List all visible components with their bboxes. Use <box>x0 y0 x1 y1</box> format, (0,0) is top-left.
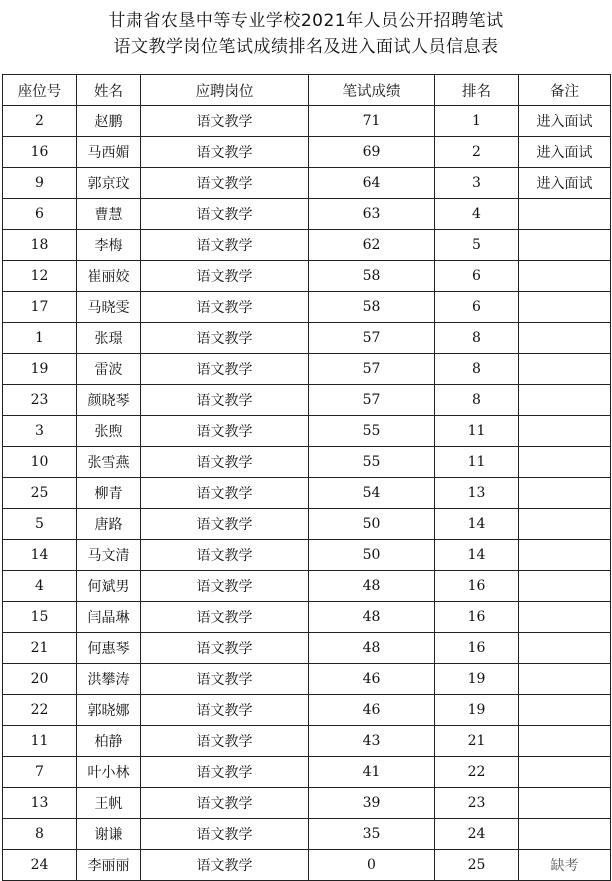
cell-score: 50 <box>309 509 435 540</box>
cell-seat: 4 <box>3 571 77 602</box>
table-row <box>3 664 611 695</box>
cell-score: 35 <box>309 819 435 850</box>
cell-seat: 12 <box>3 261 77 292</box>
cell-position: 语文教学 <box>141 292 309 323</box>
cell-score: 55 <box>309 447 435 478</box>
cell-seat: 17 <box>3 292 77 323</box>
cell-rank: 19 <box>435 664 519 695</box>
cell-position: 语文教学 <box>141 571 309 602</box>
cell-score: 57 <box>309 354 435 385</box>
cell-position: 语文教学 <box>141 819 309 850</box>
cell-position: 语文教学 <box>141 416 309 447</box>
table-row <box>3 385 611 416</box>
cell-name: 叶小林 <box>77 757 141 788</box>
cell-name: 柏静 <box>77 726 141 757</box>
cell-rank: 24 <box>435 819 519 850</box>
table-row <box>3 416 611 447</box>
cell-score: 39 <box>309 788 435 819</box>
table-row <box>3 230 611 261</box>
cell-rank: 11 <box>435 416 519 447</box>
cell-seat: 25 <box>3 478 77 509</box>
cell-position: 语文教学 <box>141 664 309 695</box>
cell-score: 46 <box>309 695 435 726</box>
cell-name: 郭京玟 <box>77 168 141 199</box>
cell-seat: 21 <box>3 633 77 664</box>
cell-name: 柳青 <box>77 478 141 509</box>
cell-name: 马晓雯 <box>77 292 141 323</box>
cell-rank: 11 <box>435 447 519 478</box>
cell-note <box>519 261 611 292</box>
cell-note <box>519 664 611 695</box>
cell-name: 何斌男 <box>77 571 141 602</box>
cell-rank: 16 <box>435 602 519 633</box>
table-row <box>3 850 611 881</box>
cell-score: 55 <box>309 416 435 447</box>
table-row <box>3 354 611 385</box>
cell-rank: 8 <box>435 323 519 354</box>
cell-position: 语文教学 <box>141 788 309 819</box>
cell-name: 洪攀涛 <box>77 664 141 695</box>
header-rank: 排名 <box>435 75 519 106</box>
cell-seat: 2 <box>3 106 77 137</box>
cell-note <box>519 540 611 571</box>
table-row <box>3 819 611 850</box>
cell-note: 进入面试 <box>519 137 611 168</box>
cell-position: 语文教学 <box>141 323 309 354</box>
cell-score: 50 <box>309 540 435 571</box>
cell-rank: 14 <box>435 540 519 571</box>
table-row <box>3 633 611 664</box>
cell-position: 语文教学 <box>141 261 309 292</box>
cell-rank: 21 <box>435 726 519 757</box>
score-table <box>2 74 611 881</box>
cell-note <box>519 447 611 478</box>
table-row <box>3 602 611 633</box>
cell-seat: 11 <box>3 726 77 757</box>
cell-score: 54 <box>309 478 435 509</box>
cell-position: 语文教学 <box>141 757 309 788</box>
cell-score: 64 <box>309 168 435 199</box>
cell-seat: 3 <box>3 416 77 447</box>
cell-seat: 7 <box>3 757 77 788</box>
cell-name: 张璟 <box>77 323 141 354</box>
title-line-1: 甘肃省农垦中等专业学校2021年人员公开招聘笔试 <box>108 11 504 31</box>
table-row <box>3 323 611 354</box>
cell-position: 语文教学 <box>141 540 309 571</box>
cell-seat: 23 <box>3 385 77 416</box>
cell-rank: 8 <box>435 385 519 416</box>
cell-note <box>519 602 611 633</box>
cell-position: 语文教学 <box>141 199 309 230</box>
cell-note <box>519 726 611 757</box>
cell-position: 语文教学 <box>141 695 309 726</box>
table-row <box>3 137 611 168</box>
cell-position: 语文教学 <box>141 354 309 385</box>
table-row <box>3 478 611 509</box>
table-row <box>3 540 611 571</box>
cell-score: 57 <box>309 323 435 354</box>
cell-position: 语文教学 <box>141 106 309 137</box>
header-seat: 座位号 <box>3 75 77 106</box>
cell-rank: 19 <box>435 695 519 726</box>
cell-score: 41 <box>309 757 435 788</box>
cell-name: 赵鹏 <box>77 106 141 137</box>
cell-name: 谢谦 <box>77 819 141 850</box>
cell-name: 闫晶琳 <box>77 602 141 633</box>
cell-seat: 9 <box>3 168 77 199</box>
cell-score: 57 <box>309 385 435 416</box>
document-title <box>0 8 612 60</box>
cell-name: 马西媚 <box>77 137 141 168</box>
cell-rank: 16 <box>435 571 519 602</box>
table-row <box>3 447 611 478</box>
header-note: 备注 <box>519 75 611 106</box>
cell-note <box>519 819 611 850</box>
cell-seat: 19 <box>3 354 77 385</box>
cell-rank: 6 <box>435 261 519 292</box>
cell-seat: 16 <box>3 137 77 168</box>
cell-note <box>519 695 611 726</box>
cell-position: 语文教学 <box>141 726 309 757</box>
cell-note <box>519 354 611 385</box>
cell-position: 语文教学 <box>141 168 309 199</box>
cell-rank: 8 <box>435 354 519 385</box>
cell-score: 46 <box>309 664 435 695</box>
header-position: 应聘岗位 <box>141 75 309 106</box>
table-row <box>3 757 611 788</box>
cell-seat: 20 <box>3 664 77 695</box>
cell-rank: 2 <box>435 137 519 168</box>
cell-seat: 6 <box>3 199 77 230</box>
cell-name: 雷波 <box>77 354 141 385</box>
cell-seat: 10 <box>3 447 77 478</box>
cell-score: 62 <box>309 230 435 261</box>
cell-rank: 3 <box>435 168 519 199</box>
title-line-2: 语文教学岗位笔试成绩排名及进入面试人员信息表 <box>113 37 499 57</box>
table-row <box>3 509 611 540</box>
cell-position: 语文教学 <box>141 602 309 633</box>
cell-name: 郭晓娜 <box>77 695 141 726</box>
table-body <box>3 106 611 881</box>
cell-rank: 22 <box>435 757 519 788</box>
cell-rank: 5 <box>435 230 519 261</box>
table-row <box>3 726 611 757</box>
cell-position: 语文教学 <box>141 478 309 509</box>
cell-rank: 4 <box>435 199 519 230</box>
table-row <box>3 788 611 819</box>
cell-name: 崔丽姣 <box>77 261 141 292</box>
cell-position: 语文教学 <box>141 850 309 881</box>
cell-name: 张雪燕 <box>77 447 141 478</box>
cell-rank: 14 <box>435 509 519 540</box>
table-row <box>3 168 611 199</box>
header-name: 姓名 <box>77 75 141 106</box>
cell-rank: 16 <box>435 633 519 664</box>
cell-note <box>519 509 611 540</box>
table-row <box>3 571 611 602</box>
cell-seat: 14 <box>3 540 77 571</box>
cell-note <box>519 230 611 261</box>
cell-rank: 13 <box>435 478 519 509</box>
cell-note <box>519 323 611 354</box>
cell-note <box>519 788 611 819</box>
cell-rank: 23 <box>435 788 519 819</box>
cell-name: 王帆 <box>77 788 141 819</box>
cell-name: 唐路 <box>77 509 141 540</box>
table-row <box>3 695 611 726</box>
cell-score: 48 <box>309 602 435 633</box>
cell-seat: 8 <box>3 819 77 850</box>
cell-position: 语文教学 <box>141 509 309 540</box>
cell-rank: 6 <box>435 292 519 323</box>
cell-seat: 13 <box>3 788 77 819</box>
cell-note <box>519 385 611 416</box>
cell-score: 69 <box>309 137 435 168</box>
table-row <box>3 292 611 323</box>
cell-rank: 25 <box>435 850 519 881</box>
cell-score: 48 <box>309 633 435 664</box>
cell-position: 语文教学 <box>141 385 309 416</box>
cell-seat: 24 <box>3 850 77 881</box>
cell-note <box>519 633 611 664</box>
table-row <box>3 261 611 292</box>
cell-note: 进入面试 <box>519 168 611 199</box>
cell-note <box>519 571 611 602</box>
cell-note <box>519 478 611 509</box>
cell-seat: 5 <box>3 509 77 540</box>
cell-note <box>519 292 611 323</box>
cell-name: 颜晓琴 <box>77 385 141 416</box>
cell-seat: 22 <box>3 695 77 726</box>
cell-position: 语文教学 <box>141 137 309 168</box>
cell-seat: 15 <box>3 602 77 633</box>
cell-position: 语文教学 <box>141 230 309 261</box>
cell-position: 语文教学 <box>141 447 309 478</box>
cell-name: 李丽丽 <box>77 850 141 881</box>
cell-seat: 18 <box>3 230 77 261</box>
cell-rank: 1 <box>435 106 519 137</box>
cell-name: 曹慧 <box>77 199 141 230</box>
cell-note: 缺考 <box>519 850 611 881</box>
cell-name: 李梅 <box>77 230 141 261</box>
cell-name: 张煦 <box>77 416 141 447</box>
cell-name: 何惠琴 <box>77 633 141 664</box>
table-row <box>3 199 611 230</box>
cell-note <box>519 416 611 447</box>
cell-score: 63 <box>309 199 435 230</box>
cell-score: 58 <box>309 261 435 292</box>
cell-note: 进入面试 <box>519 106 611 137</box>
table-header-row <box>3 75 611 106</box>
cell-seat: 1 <box>3 323 77 354</box>
cell-note <box>519 199 611 230</box>
header-score: 笔试成绩 <box>309 75 435 106</box>
cell-score: 58 <box>309 292 435 323</box>
cell-position: 语文教学 <box>141 633 309 664</box>
cell-note <box>519 757 611 788</box>
table-row <box>3 106 611 137</box>
cell-score: 43 <box>309 726 435 757</box>
cell-score: 71 <box>309 106 435 137</box>
cell-score: 0 <box>309 850 435 881</box>
cell-score: 48 <box>309 571 435 602</box>
cell-name: 马文清 <box>77 540 141 571</box>
